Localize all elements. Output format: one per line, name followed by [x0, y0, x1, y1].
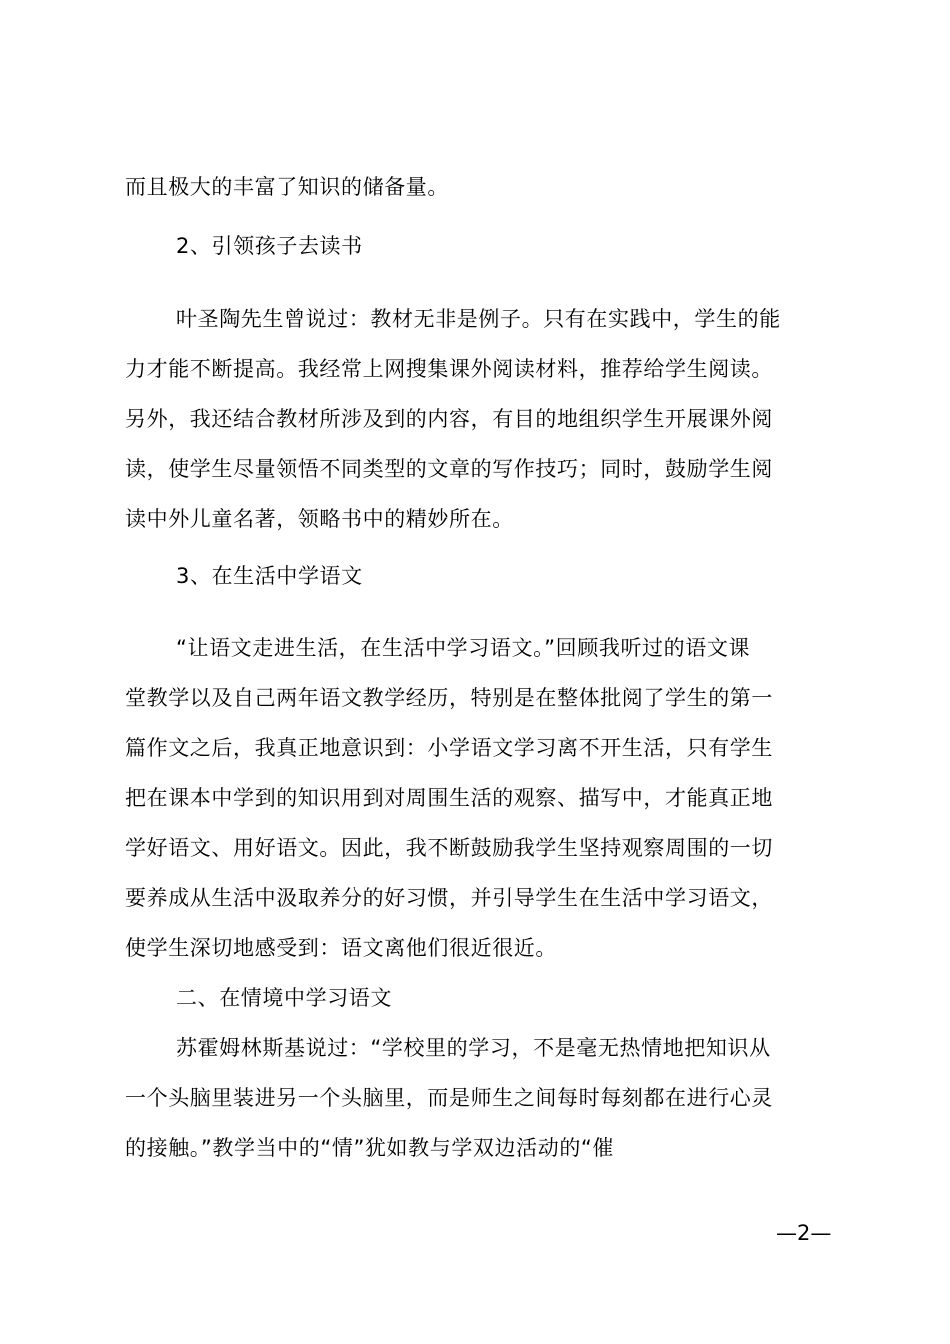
text-line: 把在课本中学到的知识用到对周围生活的观察、描写中，才能真正地	[125, 786, 773, 810]
text-line: 学好语文、用好语文。因此，我不断鼓励我学生坚持观察周围的一切	[125, 836, 773, 860]
text-line: 使学生深切地感受到：语文离他们很近很近。	[125, 936, 557, 960]
text-line: 另外，我还结合教材所涉及到的内容，有目的地组织学生开展课外阅	[125, 407, 773, 431]
text-line: 苏霍姆林斯基说过：“学校里的学习，不是毫无热情地把知识从	[176, 1036, 771, 1060]
page-number: —2—	[776, 1221, 832, 1245]
text-line: 一个头脑里装进另一个头脑里，而是师生之间每时每刻都在进行心灵	[125, 1086, 773, 1110]
text-line: 读中外儿童名著，领略书中的精妙所在。	[125, 507, 514, 531]
text-line: 堂教学以及自己两年语文教学经历，特别是在整体批阅了学生的第一	[125, 686, 773, 710]
text-line: 而且极大的丰富了知识的储备量。	[125, 175, 449, 199]
text-line: 的接触。”教学当中的“情”犹如教与学双边活动的“催	[125, 1136, 615, 1160]
text-line: 力才能不断提高。我经常上网搜集课外阅读材料，推荐给学生阅读。	[125, 357, 773, 381]
section-heading: 二、在情境中学习语文	[176, 986, 392, 1010]
text-line: 篇作文之后，我真正地意识到：小学语文学习离不开生活，只有学生	[125, 736, 773, 760]
section-heading: 3、在生活中学语文	[176, 564, 363, 588]
text-line: “让语文走进生活，在生活中学习语文。”回顾我听过的语文课	[176, 636, 751, 660]
text-line: 读，使学生尽量领悟不同类型的文章的写作技巧；同时，鼓励学生阅	[125, 457, 773, 481]
text-line: 叶圣陶先生曾说过：教材无非是例子。只有在实践中，学生的能	[176, 307, 781, 331]
section-heading: 2、引领孩子去读书	[176, 234, 363, 258]
text-line: 要养成从生活中汲取养分的好习惯，并引导学生在生活中学习语文，	[125, 886, 773, 910]
